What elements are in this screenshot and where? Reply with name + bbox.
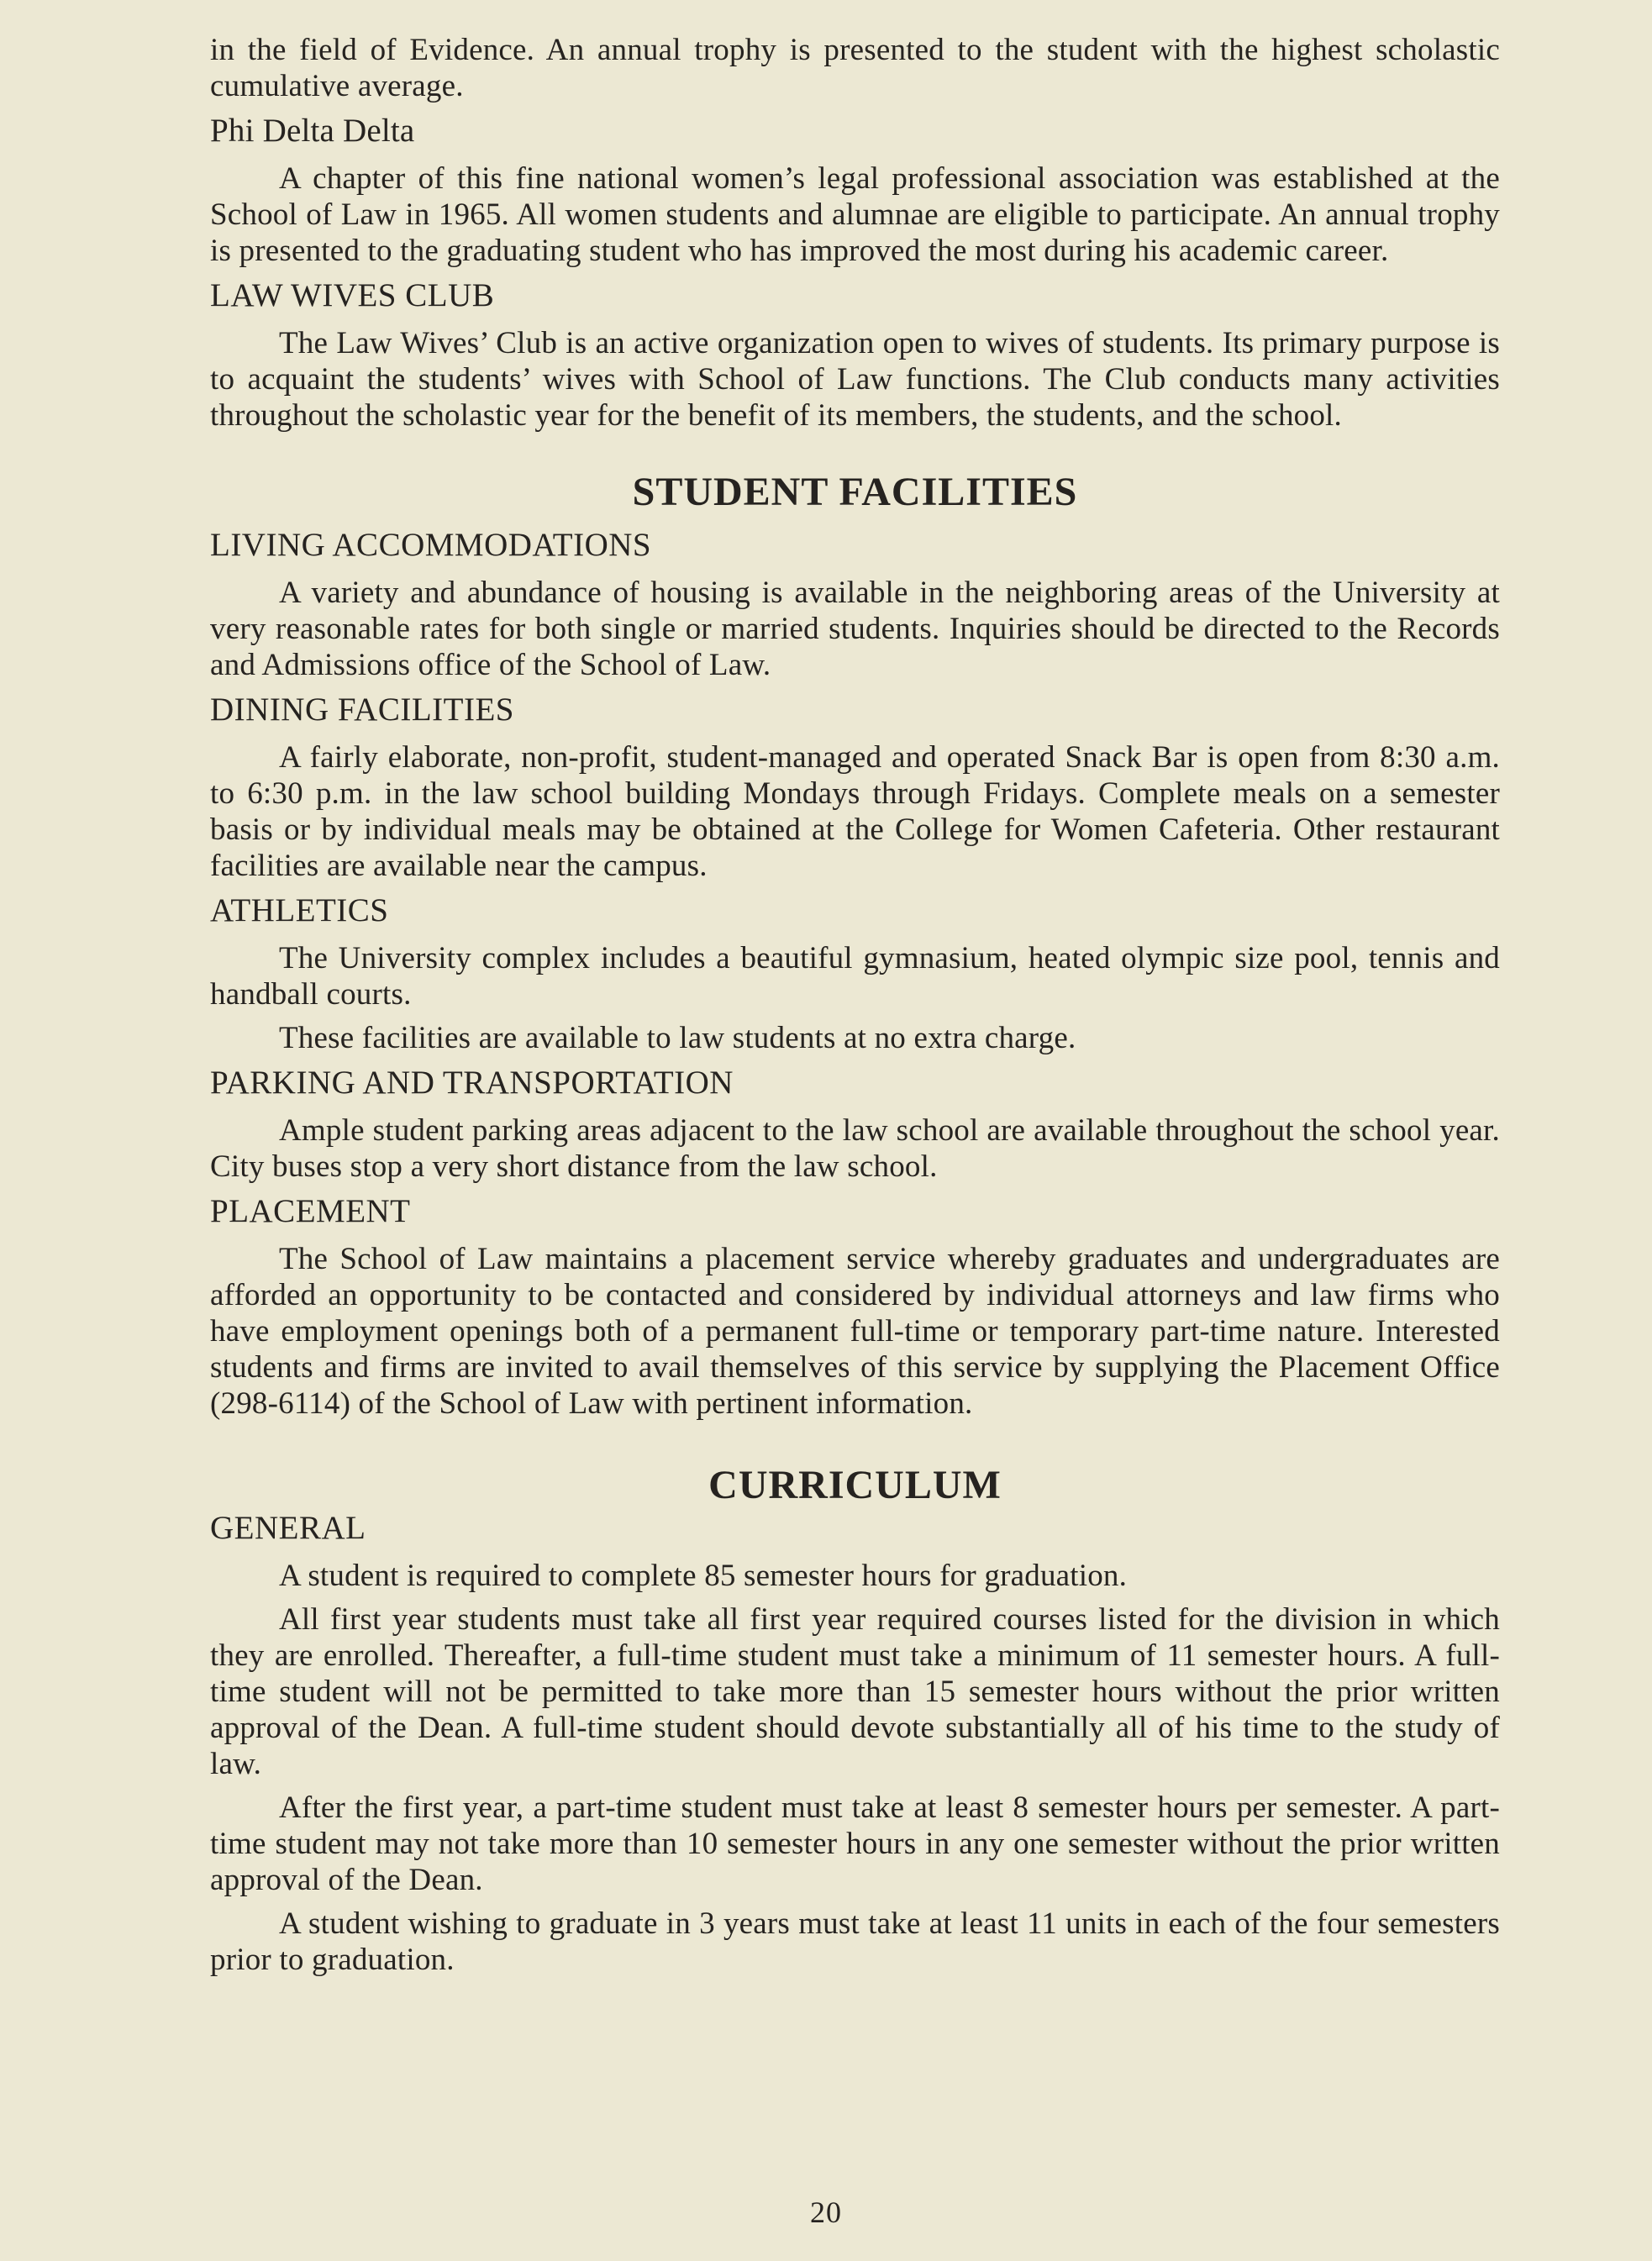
parking-heading: PARKING AND TRANSPORTATION: [210, 1065, 734, 1101]
parking-paragraph: Ample student parking areas adjacent to the law school are available throughout the school year. City buses stop a very short distance from the law school.: [210, 1113, 1500, 1184]
athletics-paragraph-1: The University complex includes a beautiful gymnasium, heated olympic size pool, tennis and handball courts.: [210, 941, 1500, 1012]
document-page: [210, 32, 1500, 1985]
placement-heading: PLACEMENT: [210, 1193, 411, 1229]
law-wives-paragraph: The Law Wives’ Club is an active organization open to wives of students. Its primary purpose is to acquaint the students’ wives with School of Law functions. The Club conducts many activities throughout the scholastic year for the benefit of its members, the students, and the school.: [210, 326, 1500, 433]
intro-paragraph: in the field of Evidence. An annual trophy is presented to the student with the highest scholastic cumulative average.: [210, 33, 1500, 103]
general-paragraph-1: A student is required to complete 85 semester hours for graduation.: [279, 1559, 1128, 1593]
general-paragraph-3: After the first year, a part-time student must take at least 8 semester hours per semester. A part-time student may not take more than 10 semester hours in any one semester without the prior written approval of the Dean.: [210, 1790, 1500, 1897]
general-heading: GENERAL: [210, 1510, 366, 1546]
general-paragraph-4: A student wishing to graduate in 3 years must take at least 11 units in each of the four semesters prior to graduation.: [210, 1906, 1500, 1977]
dining-paragraph: A fairly elaborate, non-profit, student-managed and operated Snack Bar is open from 8:30 a.m. to 6:30 p.m. in the law school building Mondays through Fridays. Complete meals on a semester basis or by individual meals may be obtained at the College for Women Cafeteria. Other restaurant facilities are available near the campus.: [210, 740, 1500, 883]
athletics-heading: ATHLETICS: [210, 892, 389, 928]
general-paragraph-2: All first year students must take all first year required courses listed for the division in which they are enrolled. Thereafter, a full-time student must take a minimum of 11 semester hours. A full-time student will not be permitted to take more than 15 semester hours without the prior written approval of the Dean. A full-time student should devote substantially all of his time to the study of law.: [210, 1602, 1500, 1781]
student-facilities-title: STUDENT FACILITIES: [632, 470, 1078, 514]
living-heading: LIVING ACCOMMODATIONS: [210, 527, 652, 563]
law-wives-heading: LAW WIVES CLUB: [210, 277, 495, 313]
placement-paragraph: The School of Law maintains a placement service whereby graduates and undergraduates are afforded an opportunity to be contacted and considered by individual attorneys and law firms who have employment openings both of a permanent full-time or temporary part-time nature. Interested students and firms are invited to avail themselves of this service by supplying the Placement Office (298-6114) of the School of Law with pertinent information.: [210, 1242, 1500, 1421]
phi-delta-heading: Phi Delta Delta: [210, 113, 415, 149]
curriculum-title: CURRICULUM: [708, 1463, 1002, 1507]
phi-delta-paragraph: A chapter of this fine national women’s legal professional association was established at the School of Law in 1965. All women students and alumnae are eligible to participate. An annual trophy is presented to the graduating student who has improved the most during his academic career.: [210, 161, 1500, 268]
athletics-paragraph-2: These facilities are available to law students at no extra charge.: [279, 1021, 1076, 1055]
dining-heading: DINING FACILITIES: [210, 691, 514, 728]
living-paragraph: A variety and abundance of housing is available in the neighboring areas of the University at very reasonable rates for both single or married students. Inquiries should be directed to the Records and Admissions office of the School of Law.: [210, 576, 1500, 682]
page-number: 20: [810, 2195, 842, 2229]
